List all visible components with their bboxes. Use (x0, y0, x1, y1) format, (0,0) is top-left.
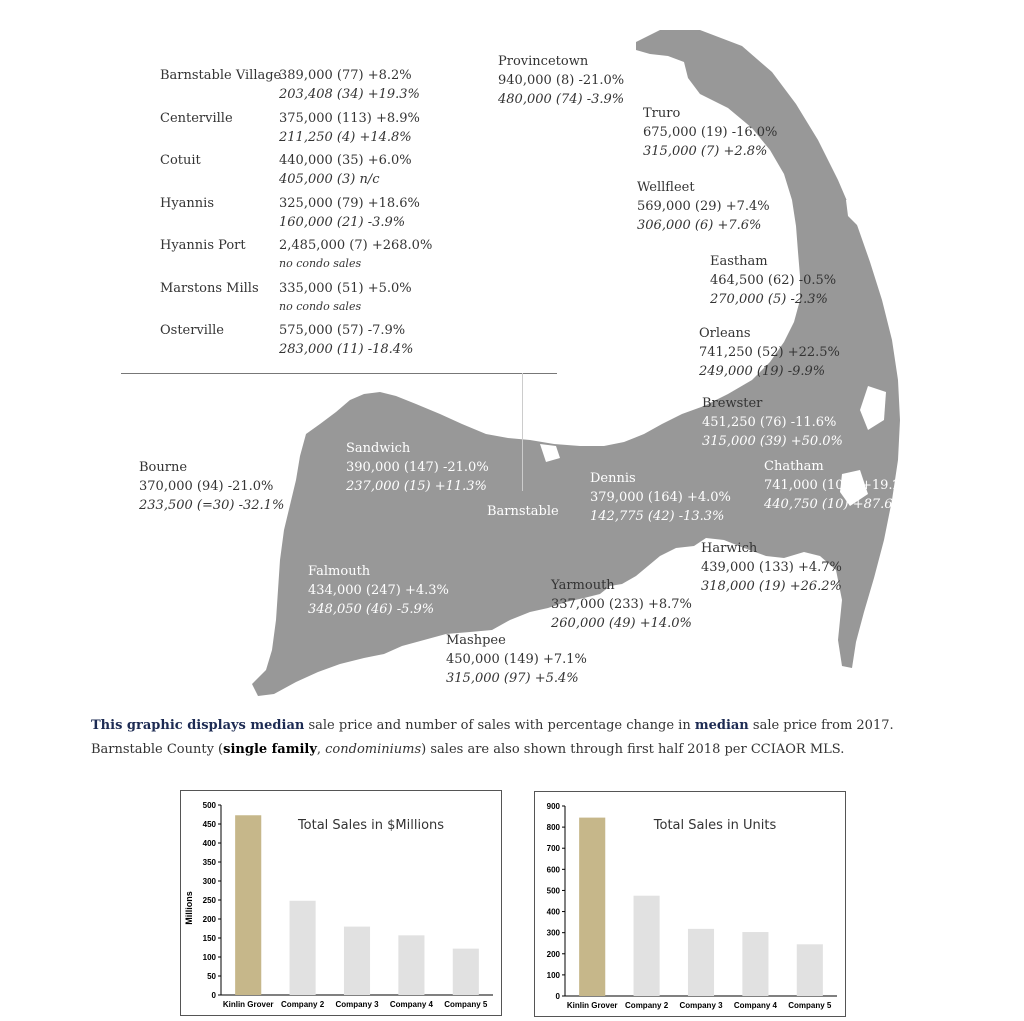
caption-line-2 (91, 742, 971, 757)
village-single-family: 325,000 (79) +18.6% (279, 195, 420, 211)
town-single-family: 390,000 (147) -21.0% (346, 460, 489, 475)
y-tick-label: 200 (546, 949, 560, 959)
town-single-family: 450,000 (149) +7.1% (446, 652, 587, 667)
chart-total-sales-millions (180, 790, 502, 1016)
chart-title: Total Sales in $Millions (297, 818, 445, 833)
y-tick-label: 400 (546, 907, 560, 917)
y-tick-label: 0 (555, 992, 560, 1001)
town-condo: 315,000 (97) +5.4% (446, 671, 579, 686)
y-tick-label: 50 (207, 972, 216, 981)
bar (579, 818, 605, 996)
town-harwich (701, 539, 842, 596)
town-condo: 306,000 (6) +7.6% (637, 218, 762, 233)
village-name: Hyannis (160, 195, 215, 211)
y-tick-label: 300 (202, 877, 216, 886)
town-single-family: 741,250 (52) +22.5% (699, 345, 840, 360)
bar (344, 927, 370, 995)
bar (453, 949, 479, 995)
chart-total-sales-units (534, 791, 846, 1017)
y-tick-label: 100 (546, 970, 560, 980)
village-name: Osterville (160, 323, 224, 338)
town-condo: 142,775 (42) -13.3% (590, 509, 725, 524)
village-name: Cotuit (160, 153, 201, 168)
caption-text: , (316, 742, 326, 757)
y-tick-label: 600 (546, 865, 560, 875)
bar (797, 944, 823, 996)
town-name: Dennis (590, 471, 636, 486)
town-name: Falmouth (308, 564, 371, 579)
caption-emphasis: single family (223, 742, 317, 757)
town-truro (643, 104, 777, 161)
category-label: Company 4 (733, 1001, 777, 1010)
town-single-family: 337,000 (233) +8.7% (551, 597, 692, 612)
barnstable-leader-line (522, 373, 523, 491)
town-name: Orleans (699, 326, 751, 341)
chart-title: Total Sales in Units (653, 818, 777, 833)
town-falmouth (308, 562, 449, 619)
village-single-family: 575,000 (57) -7.9% (279, 323, 406, 338)
village-condo: 405,000 (3) n/c (279, 172, 380, 187)
chart-svg (535, 792, 847, 1018)
town-orleans (699, 324, 840, 381)
town-mashpee (446, 631, 587, 688)
town-condo: 237,000 (15) +11.3% (346, 479, 487, 494)
town-single-family: 451,250 (76) -11.6% (702, 415, 837, 430)
bar (398, 935, 424, 995)
village-condo: no condo sales (279, 257, 362, 270)
caption-text: sale price from 2017. (748, 718, 894, 733)
y-tick-label: 100 (202, 953, 216, 962)
town-name: Provincetown (498, 54, 589, 69)
bar (634, 896, 660, 996)
y-tick-label: 800 (546, 823, 560, 833)
caption-text: Barnstable County ( (91, 742, 224, 757)
town-yarmouth (551, 576, 692, 633)
category-label: Kinlin Grover (222, 1000, 274, 1009)
y-axis-label: Millions (184, 891, 194, 925)
village-condo: 283,000 (11) -18.4% (279, 342, 414, 357)
town-name: Bourne (139, 460, 188, 475)
town-condo: 480,000 (74) -3.9% (498, 92, 625, 107)
village-condo: 160,000 (21) -3.9% (279, 214, 406, 230)
town-bourne (139, 458, 284, 515)
town-name: Yarmouth (551, 578, 615, 593)
village-single-family: 375,000 (113) +8.9% (279, 110, 420, 126)
town-single-family: 370,000 (94) -21.0% (139, 479, 274, 494)
town-single-family: 434,000 (247) +4.3% (308, 583, 449, 598)
town-sandwich (346, 439, 489, 496)
y-tick-label: 0 (211, 991, 216, 1000)
village-condo: 203,408 (34) +19.3% (279, 87, 420, 102)
bar (742, 932, 768, 996)
category-label: Company 5 (788, 1001, 832, 1010)
town-dennis (590, 469, 731, 526)
bar (235, 815, 261, 995)
town-name: Harwich (701, 541, 758, 556)
village-single-family: 335,000 (51) +5.0% (279, 280, 412, 296)
category-label: Company 3 (679, 1001, 723, 1010)
town-condo: 440,750 (10) +87.6% (764, 497, 905, 512)
town-single-family: 439,000 (133) +4.7% (701, 560, 842, 575)
bar (688, 929, 714, 996)
town-condo: 348,050 (46) -5.9% (308, 602, 435, 617)
town-name: Eastham (710, 254, 768, 269)
y-tick-label: 700 (546, 844, 560, 854)
category-label: Company 5 (444, 1000, 488, 1009)
town-condo: 315,000 (7) +2.8% (643, 144, 768, 159)
town-condo: 270,000 (5) -2.3% (710, 292, 828, 307)
village-name: Hyannis Port (160, 238, 246, 253)
caption-text: ) sales are also shown through first half 2018 per CCIAOR MLS. (421, 742, 845, 757)
town-brewster (702, 394, 843, 451)
town-single-family: 569,000 (29) +7.4% (637, 199, 770, 214)
town-wellfleet (637, 178, 770, 235)
category-label: Kinlin Grover (566, 1001, 618, 1010)
y-tick-label: 150 (202, 934, 216, 943)
village-name: Marstons Mills (160, 280, 259, 296)
category-label: Company 3 (335, 1000, 379, 1009)
bar (290, 901, 316, 995)
caption-emphasis: This graphic displays median (91, 718, 305, 733)
town-condo: 315,000 (39) +50.0% (702, 434, 843, 449)
village-name: Centerville (160, 110, 233, 126)
village-condo: 211,250 (4) +14.8% (279, 129, 412, 145)
caption-italic: condominiums (325, 742, 422, 757)
town-single-family: 940,000 (8) -21.0% (498, 73, 625, 88)
town-condo: 233,500 (=30) -32.1% (139, 498, 285, 513)
town-chatham (764, 457, 913, 514)
town-condo: 318,000 (19) +26.2% (701, 579, 842, 594)
y-tick-label: 500 (202, 801, 216, 810)
category-label: Company 2 (625, 1001, 669, 1010)
y-tick-label: 450 (202, 820, 216, 829)
town-condo: 249,000 (19) -9.9% (699, 364, 826, 379)
table-divider (121, 373, 557, 374)
village-condo: no condo sales (279, 299, 362, 313)
y-tick-label: 900 (546, 802, 560, 811)
town-name: Truro (643, 106, 681, 121)
town-name: Brewster (702, 396, 763, 411)
caption-text: sale price and number of sales with percentage change in (304, 718, 695, 733)
town-provincetown (498, 52, 624, 109)
caption-emphasis: median (694, 718, 749, 733)
town-single-family: 379,000 (164) +4.0% (590, 490, 731, 505)
town-single-family: 464,500 (62) -0.5% (710, 273, 837, 288)
y-tick-label: 500 (546, 886, 560, 896)
village-single-family: 389,000 (77) +8.2% (279, 68, 412, 83)
chart-svg (181, 791, 503, 1017)
category-label: Company 2 (281, 1000, 325, 1009)
town-barnstable (487, 502, 559, 521)
town-name: Sandwich (346, 441, 411, 456)
village-name: Barnstable Village (160, 68, 282, 83)
y-tick-label: 250 (202, 896, 216, 905)
town-name: Wellfleet (637, 180, 695, 195)
y-tick-label: 350 (202, 858, 216, 867)
town-name: Barnstable (487, 504, 559, 519)
town-condo: 260,000 (49) +14.0% (551, 616, 692, 631)
town-name: Chatham (764, 459, 824, 474)
town-name: Mashpee (446, 633, 506, 648)
town-single-family: 741,000 (104) +19.2% (764, 478, 914, 493)
caption-line-1 (91, 718, 971, 733)
category-label: Company 4 (389, 1000, 433, 1009)
town-eastham (710, 252, 836, 309)
y-tick-label: 400 (202, 839, 216, 848)
town-single-family: 675,000 (19) -16.0% (643, 125, 778, 140)
village-single-family: 2,485,000 (7) +268.0% (279, 238, 433, 253)
village-single-family: 440,000 (35) +6.0% (279, 153, 412, 168)
y-tick-label: 300 (546, 928, 560, 938)
y-tick-label: 200 (202, 915, 216, 924)
